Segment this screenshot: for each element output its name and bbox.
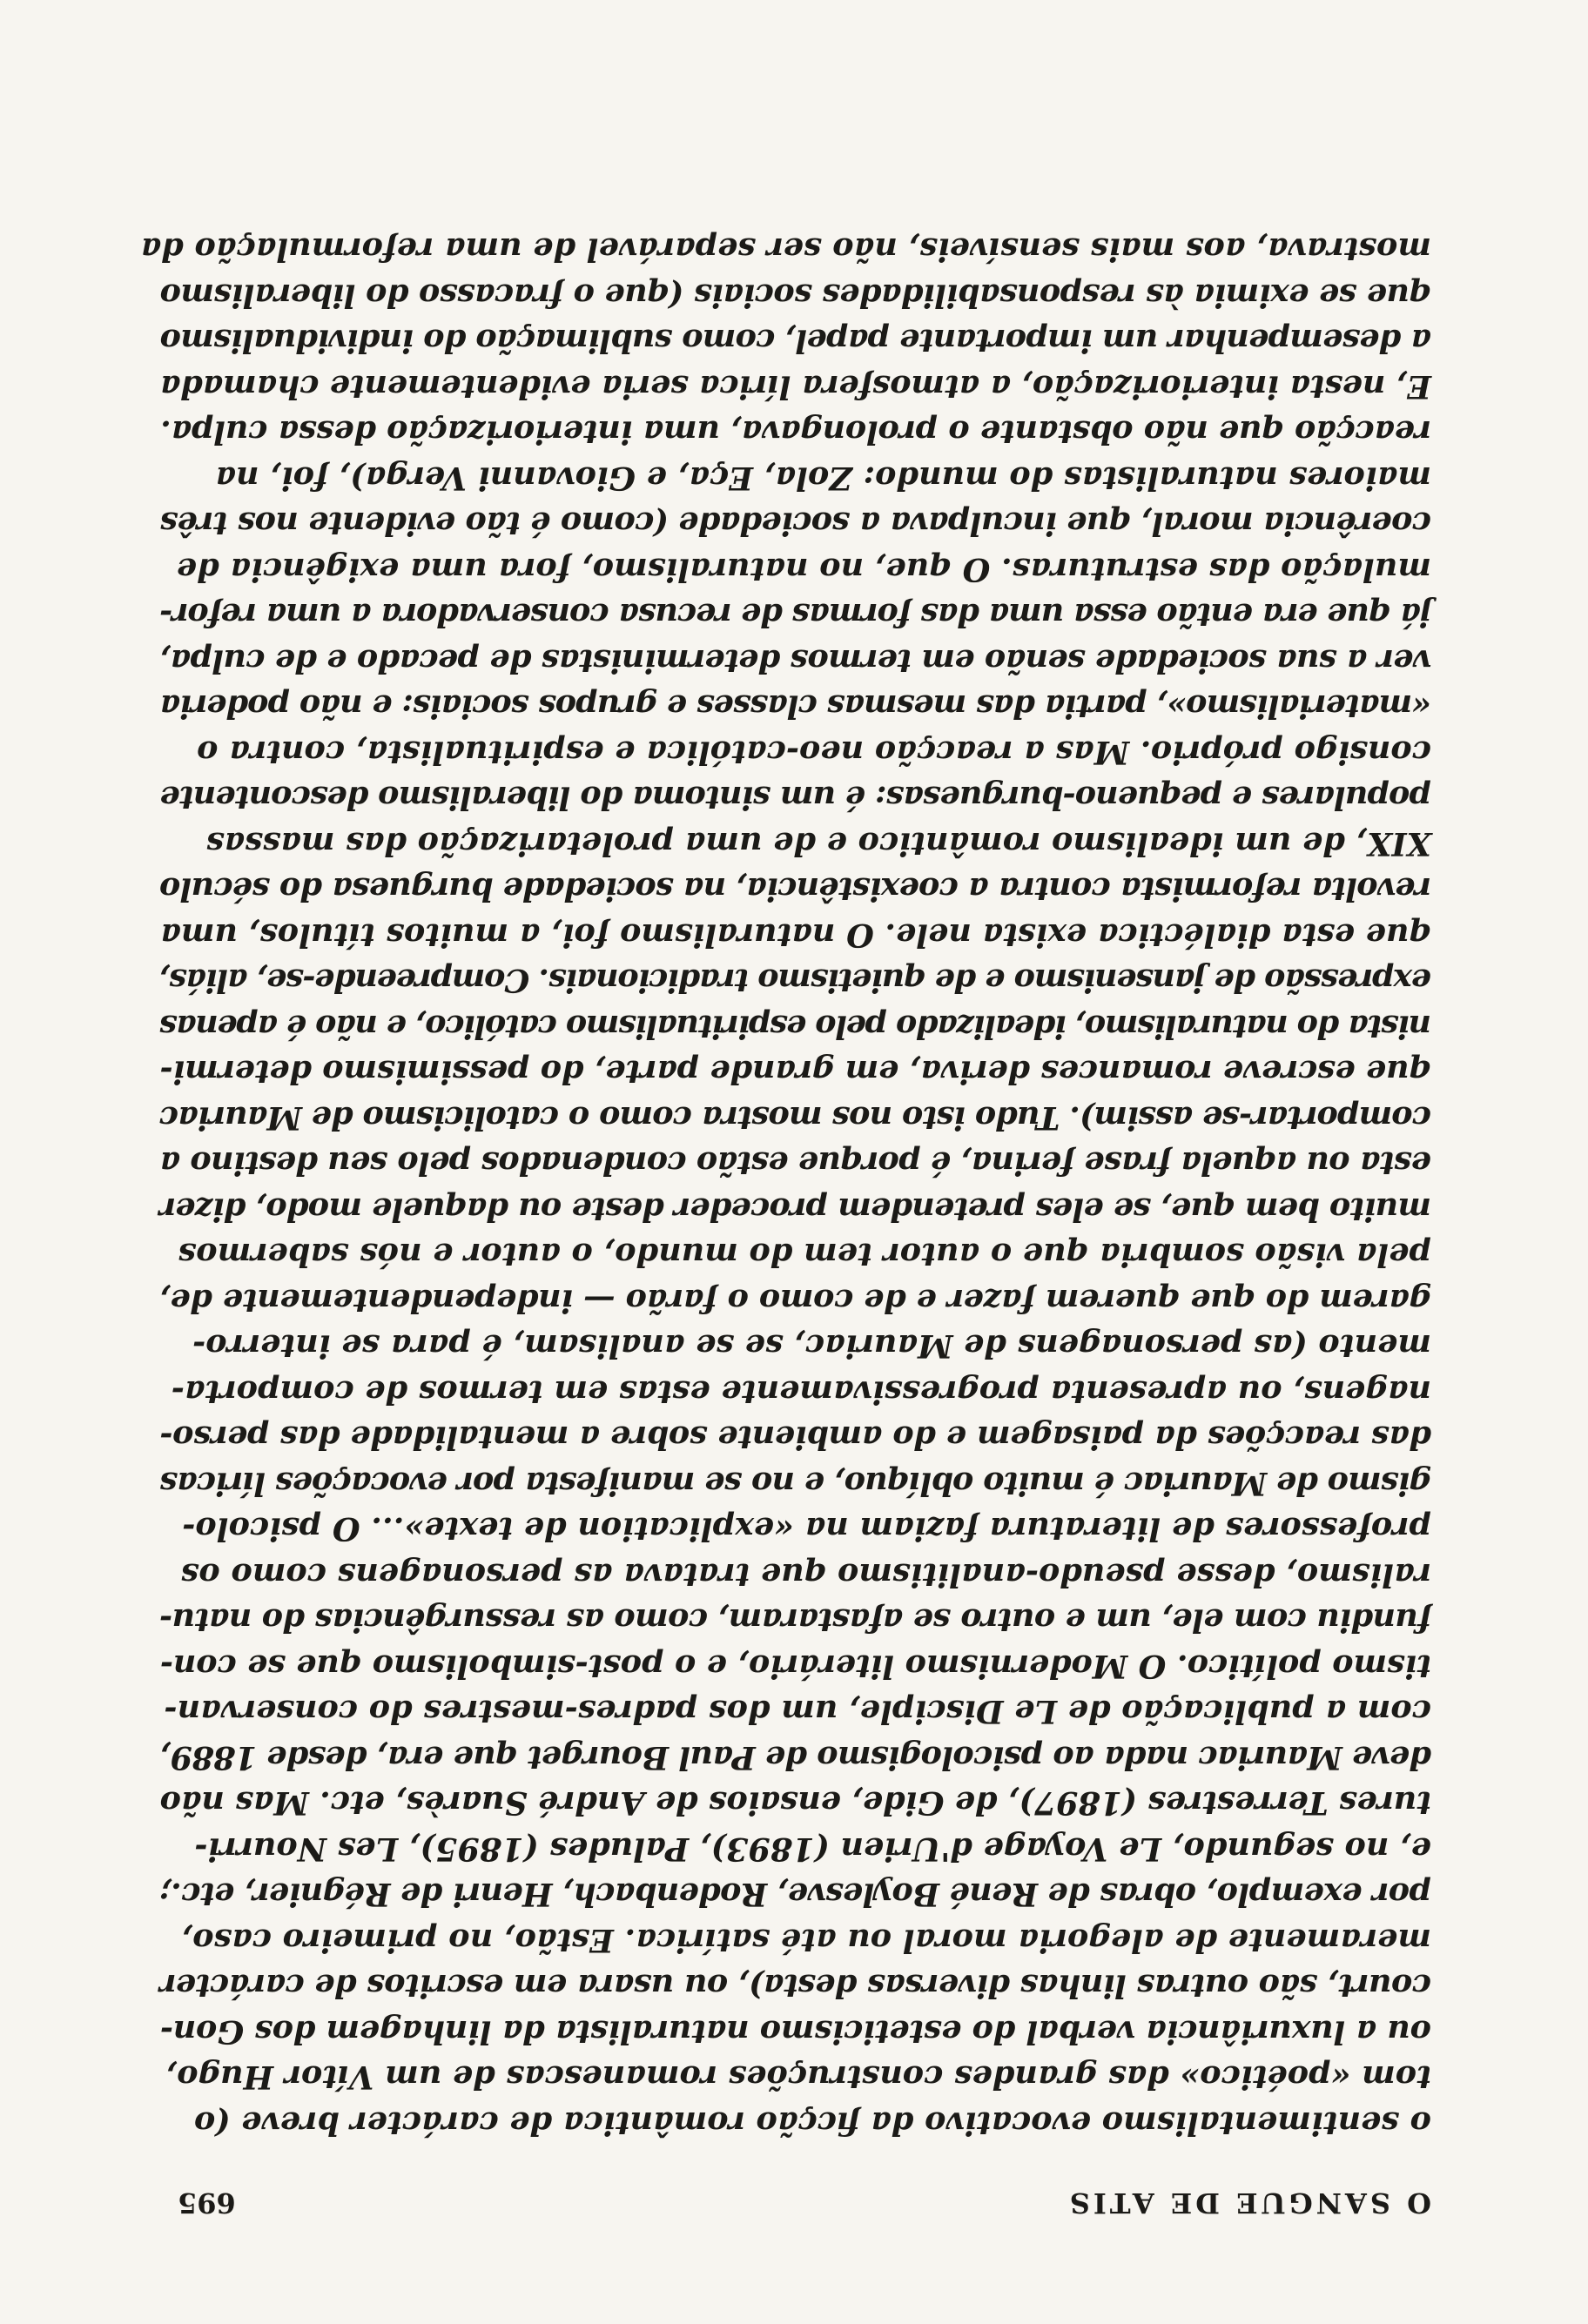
text-line: deve Mauriac nada ao psicologismo de Paul Bourget que era, desde 1889, [160,1739,1431,1777]
text-line: mostrava, aos mais sensíveis, não ser separável de uma reformulação da [140,231,1431,269]
text-line: que se eximia às responsabilidades sociais (que o fracasso do liberalismo [160,277,1431,314]
text-line: que esta dialéctica exista nele. O naturalismo foi, a muitos títulos, uma [160,917,1431,954]
text-line: consigo próprio. Mas a reacção neo-católica e espiritualista, contra o [197,734,1431,771]
text-line: professores de literatura faziam na «explication de texte»... O psicolo- [182,1510,1431,1548]
text-line: garem do que querem fazer e de como o farão — independentemente de, [159,1282,1431,1320]
text-line: fundiu com ele, um e outro se afastaram, como as ressurgências do natu- [159,1602,1431,1640]
page-header [178,2167,1431,2220]
body-text [140,226,1431,2146]
text-line: muito bem que, se eles pretendem proceder deste ou daquele modo, dizer [159,1191,1431,1228]
text-line: com a publicação de Le Disciple, um dos padres-mestres do conservan- [164,1693,1431,1731]
text-line: já que era então essa uma das formas de recusa conservadora a uma refor- [160,596,1431,635]
text-line: mento (as personagens de Mauriac, se se analisam, é para se interro- [192,1327,1431,1366]
text-line: a desempenhar um importante papel, como sublimação do individualismo [160,322,1431,360]
text-line: ver a sua sociedade senão em termos deterministas de pecado e de culpa, [160,642,1431,680]
text-line: nagens, ou apresenta progressivamente estas em termos de comporta- [171,1374,1431,1411]
text-line: tures Terrestres (1897), de Gide, ensaios de André Suarès, etc. Mas não [159,1784,1431,1823]
text-line: tom «poético» das grandes construções romanescas de um Vítor Hugo, [165,2059,1431,2097]
text-line: ou a luxuriância verbal do esteticismo naturalista da linhagem dos Gon- [160,2013,1431,2051]
text-line: coerência moral, que inculpava a sociedade (como é tão evidente nos três [160,505,1431,543]
text-line: meramente de alegoria moral ou até satírica. Estão, no primeiro caso, [181,1922,1431,1959]
text-line: «materialismo», partia das mesmas classes e grupos sociais: e não poderia [160,688,1431,726]
text-line: expressão de jansenismo e de quietismo tradicionais. Compreende-se, aliás, [159,962,1431,1000]
text-line: ralismo, desse pseudo-analitismo que tratava as personagens como os [180,1556,1431,1594]
text-line: revolta reformista contra a coexistência, na sociedade burguesa do século [159,870,1431,909]
text-line: gismo de Mauriac é muito oblíquo, e no se manifesta por evocações líricas [160,1465,1431,1502]
text-line: reacção que não obstante o prolongava, uma interiorização dessa culpa. [160,413,1431,452]
text-line: o sentimentalismo evocativo da ficção romântica de carácter breve (o [193,2105,1431,2142]
text-line: das reacções da paisagem e do ambiente sobre a mentalidade das perso- [159,1419,1431,1457]
running-title: O SANGUE DE ATIS [1066,2186,1431,2220]
text-line: maiores naturalistas do mundo: Zola, Eça, e Giovanni Verga), foi, na [215,460,1431,497]
text-line: populares e pequeno-burguesas: é um sintoma do liberalismo descontente [160,779,1431,817]
text-line: mulação das estruturas. O que, no naturalismo, fora uma exigência de [176,551,1431,588]
text-line: por exemplo, obras de René Boylesve, Rodenbach, Henri de Régnier, etc.; [159,1876,1431,1914]
text-line: pela visão sombria que o autor tem do mundo, o autor e nós sabermos [178,1236,1431,1274]
text-line: nista do naturalismo, idealizado pelo espiritualismo católico, e não é apenas [160,1008,1431,1045]
text-line: e, no segundo, Le Voyage d'Urien (1893), Paludes (1895), Les Nourri- [194,1830,1431,1868]
text-line: esta ou aquela frase ferina, é porque estão condenados pelo seu destino a [160,1145,1431,1183]
page-number: 695 [178,2186,236,2220]
text-line: court, são outras linhas diversas desta), ou usara em escritos de carácter [159,1967,1431,2005]
text-line: tismo político. O Modernismo literário, e o post-simbolismo que se con- [159,1648,1431,1685]
text-line: E, nesta interiorização, a atmosfera lírica seria evidentemente chamada [159,368,1431,406]
text-line: XIX, de um idealismo romântico e de uma proletarização das massas [205,825,1431,863]
text-line: que escreve romances deriva, em grande parte, do pessimismo determi- [159,1053,1431,1091]
text-line: comportar-se assim). Tudo isto nos mostra como o catolicismo de Mauriac [159,1099,1431,1137]
